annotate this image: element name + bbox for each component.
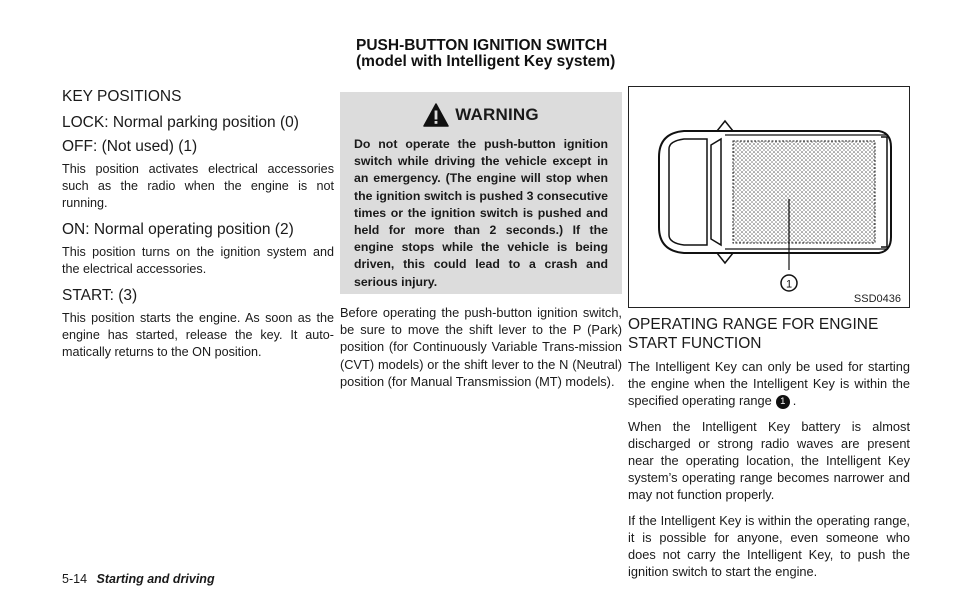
- left-column: [62, 84, 334, 369]
- warning-box: [340, 92, 622, 294]
- paragraph-1-end: .: [792, 393, 797, 409]
- on-paragraph: This position turns on the ignition system and the electrical accessories.: [62, 245, 334, 276]
- key-positions-heading: KEY POSITIONS: [62, 88, 182, 105]
- off-paragraph: This position activates electrical accessories such as the radio when the engine is not running.: [62, 162, 334, 210]
- page-title-line2: (model with Intelligent Key system): [356, 53, 616, 70]
- section-heading-line2: START FUNCTION: [628, 335, 762, 352]
- section-heading: [628, 315, 910, 353]
- right-paragraph-2: When the Intelligent Key battery is almost discharged or strong radio waves are present near the operating location, the Intelligent Key system’s operating range becomes narrower and may not function properly.: [628, 418, 910, 503]
- right-column: [628, 84, 910, 588]
- off-heading: OFF: (Not used) (1): [62, 138, 198, 155]
- footer-section-name: Starting and driving: [96, 572, 215, 586]
- paragraph-1-text: The Intelligent Key can only be used for starting the engine when the Intelligent Key is within the specified operating range: [628, 359, 910, 409]
- warning-triangle-icon: [423, 103, 449, 127]
- middle-column: [340, 86, 622, 390]
- start-heading: START: (3): [62, 287, 138, 304]
- warning-text: Do not operate the push-button ignition switch while driving the vehicle except in an emergency. (The engine will stop when the ignition switch is pushed 3 consecutive times or the ignition switch is pushed and held for more than 2 seconds.) If the engine stops while the vehicle is being driven, this could lead to a crash and serious injury.: [354, 137, 608, 289]
- page-footer: [62, 572, 215, 586]
- warning-title: WARNING: [455, 105, 539, 124]
- middle-paragraph: Before operating the push-button ignition switch, be sure to move the shift lever to the P (Park) position (for Continuously Variable Trans-mission (CVT) models) or the shift lever to the N (Neutral) position (for Manual Transmission (MT) models).: [340, 305, 622, 389]
- on-heading: ON: Normal operating position (2): [62, 221, 294, 238]
- operating-range-figure: [628, 86, 910, 308]
- vehicle-diagram: [629, 87, 911, 309]
- callout-number: 1: [785, 278, 793, 291]
- page-title-line1: PUSH-BUTTON IGNITION SWITCH: [356, 37, 608, 54]
- range-marker-icon: 1: [776, 395, 790, 409]
- right-paragraph-3: If the Intelligent Key is within the operating range, it is possible for anyone, even someone who does not carry the Intelligent Key, to push the ignition switch to start the engine.: [628, 512, 910, 580]
- section-heading-line1: OPERATING RANGE FOR ENGINE: [628, 316, 879, 333]
- page-title: [356, 38, 656, 70]
- right-paragraph-1: [628, 358, 910, 410]
- lock-heading: LOCK: Normal parking position (0): [62, 114, 299, 131]
- page-number: 5-14: [62, 572, 88, 586]
- figure-code: SSD0436: [853, 293, 901, 305]
- warning-header: [354, 100, 608, 130]
- start-paragraph: This position starts the engine. As soon as the engine has started, release the key. It auto-matically returns to the ON position.: [62, 311, 334, 359]
- operating-range-area: [733, 141, 875, 243]
